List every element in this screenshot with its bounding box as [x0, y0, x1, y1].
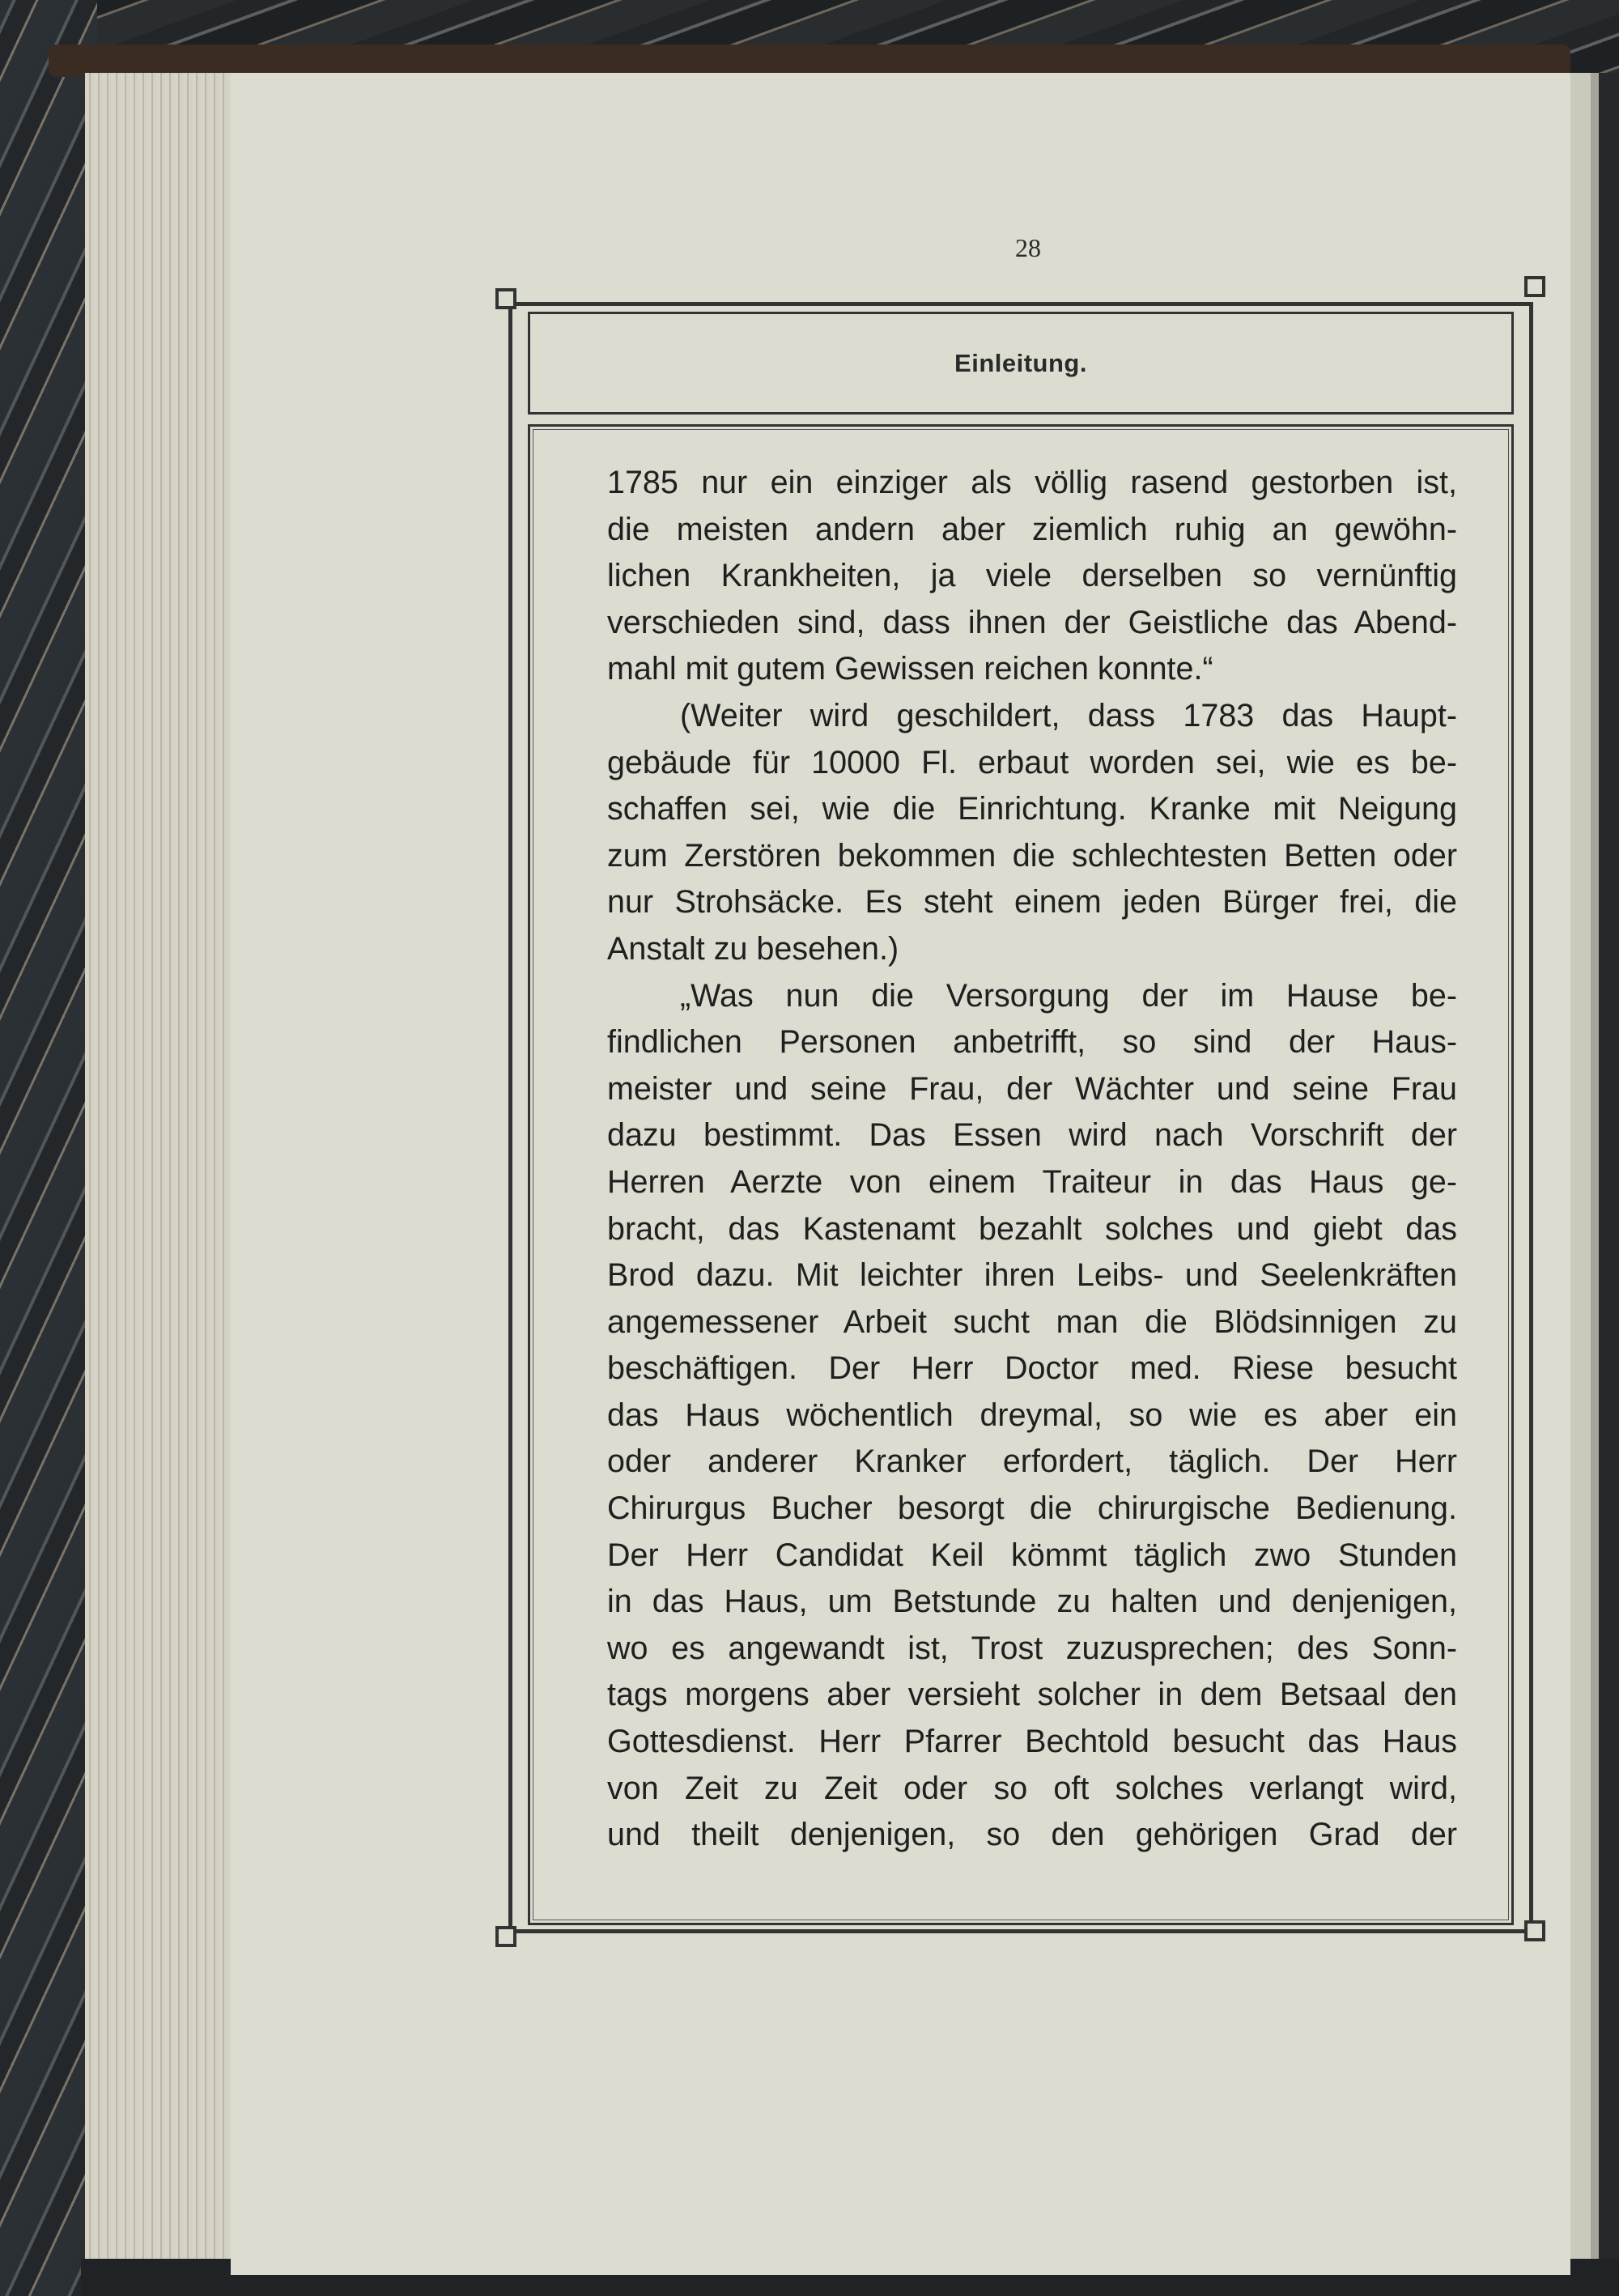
text-line: 1785 nur ein einziger als völlig rasend gestorben ist,: [607, 465, 1457, 500]
page-number: 28: [1015, 233, 1041, 262]
text-line: und theilt denjenigen, so den gehörigen Grad der: [607, 1817, 1457, 1853]
text-line: beschäftigen. Der Herr Doctor med. Riese besucht: [607, 1350, 1457, 1387]
body-text: [607, 460, 1457, 1859]
text-line: gebäude für 10000 Fl. erbaut worden sei, wie es be-: [607, 744, 1457, 780]
text-line: Chirurgus Bucher besorgt die chirurgische Bedienung.: [607, 1490, 1457, 1527]
text-line: schaffen sei, wie die Einrichtung. Kranke mit Neigung: [607, 791, 1457, 827]
text-line: bracht, das Kastenamt bezahlt solches und giebt das: [607, 1210, 1457, 1247]
text-line: „Was nun die Versorgung der im Hause be-: [680, 977, 1457, 1014]
text-line: Gottesdienst. Herr Pfarrer Bechtold besucht das Haus: [607, 1724, 1457, 1760]
text-line: zum Zerstören bekommen die schlechtesten Betten oder: [607, 837, 1457, 874]
text-line: in das Haus, um Betstunde zu halten und denjenigen,: [607, 1584, 1457, 1620]
frame-corner-bottom-right: [1524, 1920, 1545, 1941]
text-line: mahl mit gutem Gewissen reichen konnte.“: [607, 651, 1213, 687]
text-line: findlichen Personen anbetrifft, so sind der Haus-: [607, 1024, 1457, 1061]
text-line: wo es angewandt ist, Trost zuzusprechen; des Sonn-: [607, 1630, 1457, 1666]
text-line: verschieden sind, dass ihnen der Geistliche das Abend-: [607, 604, 1457, 640]
book-cover-left: [0, 0, 97, 2296]
text-line: meister und seine Frau, der Wächter und seine Frau: [607, 1070, 1457, 1107]
text-line: tags morgens aber versieht solcher in dem Betsaal den: [607, 1677, 1457, 1713]
running-head: Einleitung.: [954, 348, 1087, 377]
text-line: Brod dazu. Mit leichter ihren Leibs- und Seelenkräften: [607, 1257, 1457, 1294]
text-line: Der Herr Candidat Keil kömmt täglich zwo Stunden: [607, 1537, 1457, 1573]
frame-corner-top-right: [1524, 276, 1545, 297]
text-line: oder anderer Kranker erfordert, täglich. Der Herr: [607, 1444, 1457, 1480]
text-line: angemessener Arbeit sucht man die Blödsinnigen zu: [607, 1303, 1457, 1340]
text-line: lichen Krankheiten, ja viele derselben so vernünftig: [607, 558, 1457, 594]
book-spine-edge: [49, 45, 1570, 77]
text-line: die meisten andern aber ziemlich ruhig an gewöhn-: [607, 511, 1457, 547]
frame-corner-top-left: [495, 288, 516, 309]
text-line: nur Strohsäcke. Es steht einem jeden Bürger frei, die: [607, 884, 1457, 921]
text-line: Herren Aerzte von einem Traiteur in das Haus ge-: [607, 1163, 1457, 1200]
text-line: das Haus wöchentlich dreymal, so wie es aber ein: [607, 1397, 1457, 1433]
text-line: Anstalt zu besehen.): [607, 930, 899, 967]
book-right-edge: [1566, 73, 1619, 2296]
running-head-box: [528, 312, 1514, 415]
text-line: dazu bestimmt. Das Essen wird nach Vorschrift der: [607, 1117, 1457, 1154]
text-line: von Zeit zu Zeit oder so oft solches verlangt wird,: [607, 1770, 1457, 1806]
page-stack: [85, 73, 239, 2275]
text-line: (Weiter wird geschildert, dass 1783 das Haupt-: [680, 697, 1457, 733]
frame-corner-bottom-left: [495, 1926, 516, 1947]
